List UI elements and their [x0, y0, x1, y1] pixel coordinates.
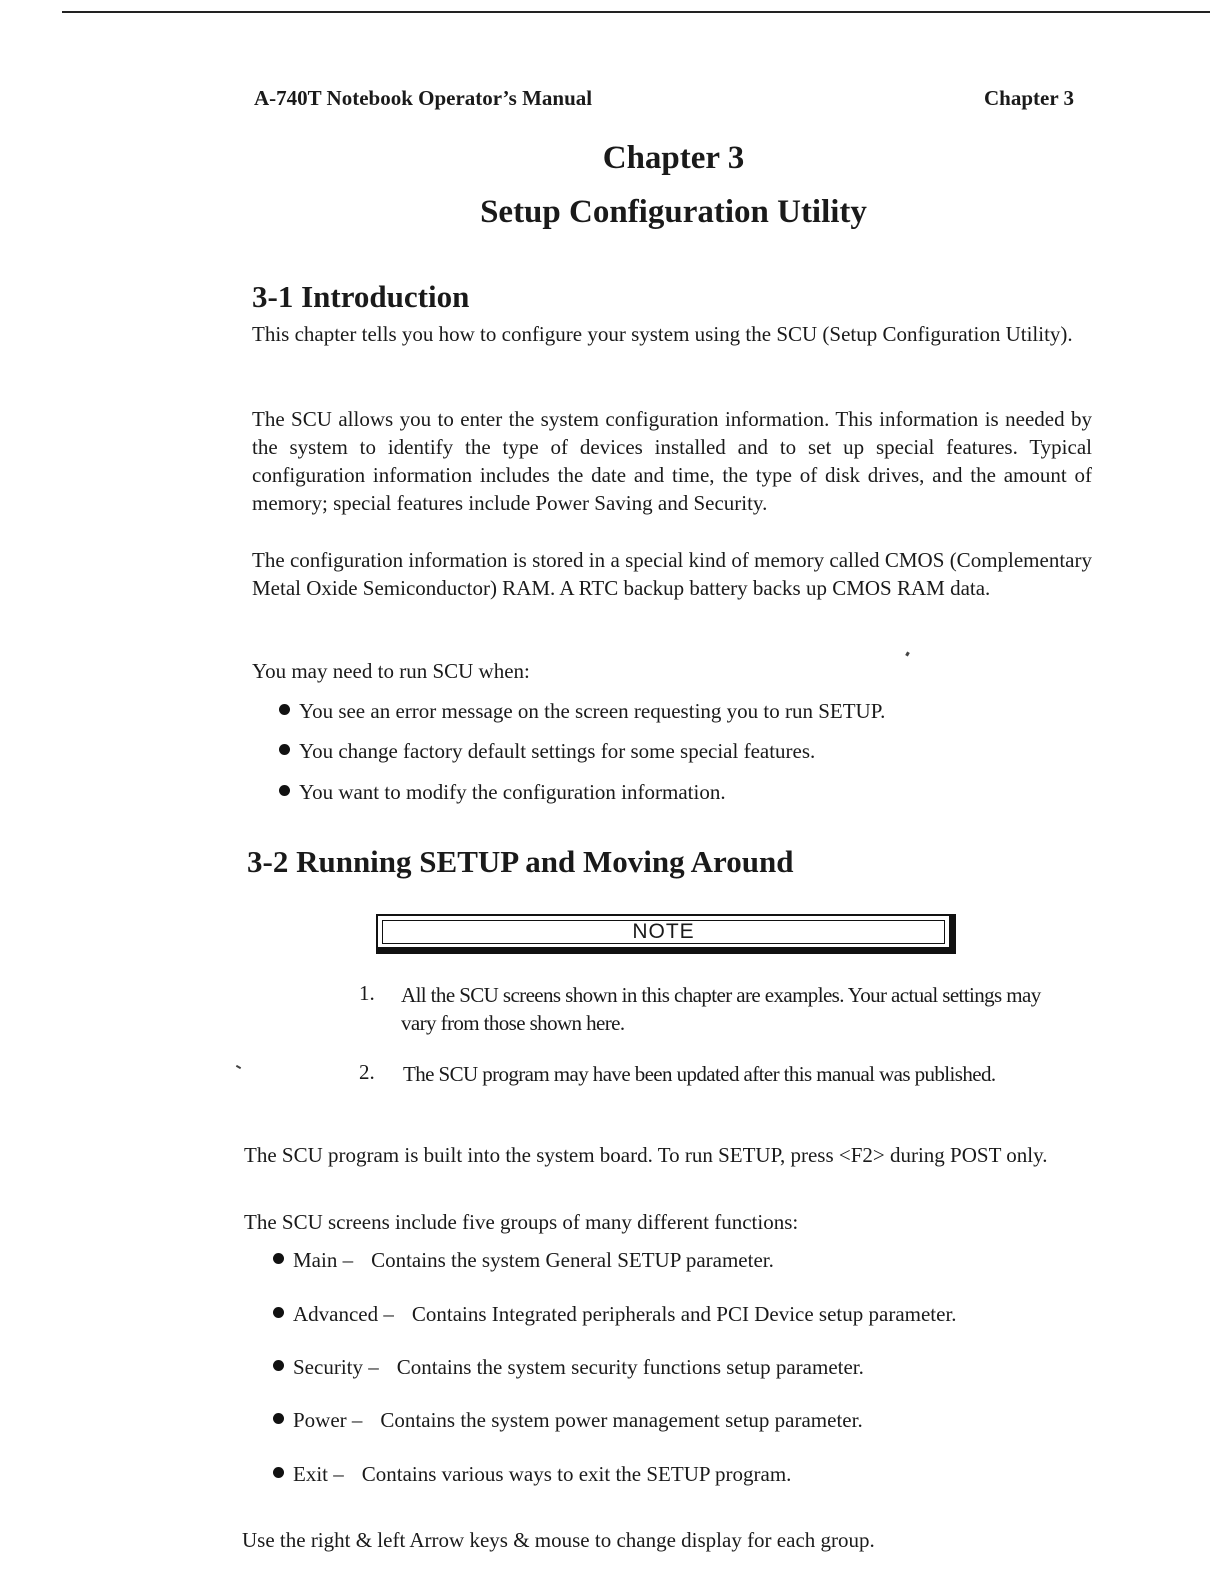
intro-paragraph-1: This chapter tells you how to configure your system using the SCU (Setup Configuration Utility).	[252, 322, 1073, 346]
list-item: Advanced – Contains Integrated peripherals and PCI Device setup parameter.	[273, 1302, 957, 1327]
list-item: Security – Contains the system security functions setup parameter.	[273, 1355, 864, 1380]
running-header-title: A-740T Notebook Operator’s Manual	[254, 86, 593, 110]
section-heading-introduction: 3-1 Introduction	[252, 279, 470, 314]
list-item: Power – Contains the system power management setup parameter.	[273, 1408, 863, 1433]
list-item: You want to modify the configuration information.	[279, 780, 726, 805]
bullet-icon	[279, 744, 290, 755]
list-item: You change factory default settings for some special features.	[279, 739, 815, 764]
setup-paragraph-2: The SCU screens include five groups of many different functions:	[244, 1210, 799, 1234]
scan-speck	[236, 1065, 241, 1069]
setup-paragraph-3: Use the right & left Arrow keys & mouse to change display for each group.	[242, 1528, 875, 1552]
running-header-chapter: Chapter 3	[984, 86, 1075, 110]
bullet-icon	[279, 785, 290, 796]
note-text: The SCU program may have been updated after this manual was published.	[403, 1062, 996, 1086]
list-item: Main – Contains the system General SETUP parameter.	[273, 1248, 774, 1273]
bullet-icon	[273, 1413, 284, 1424]
intro-paragraph-4: You may need to run SCU when:	[252, 659, 530, 683]
chapter-subtitle: Setup Configuration Utility	[480, 194, 867, 230]
note-number: 1.	[359, 981, 375, 1005]
note-box	[376, 914, 956, 954]
scan-speck	[905, 652, 910, 657]
list-item: Exit – Contains various ways to exit the SETUP program.	[273, 1462, 791, 1487]
bullet-icon	[273, 1467, 284, 1478]
intro-paragraph-3: The configuration information is stored in a special kind of memory called CMOS (Complementary Metal Oxide Semiconductor) RAM. A RTC backup battery backs up CMOS RAM data.	[252, 548, 1092, 600]
top-rule	[62, 11, 1210, 13]
intro-paragraph-2: The SCU allows you to enter the system configuration information. This information is needed by the system to identify the type of devices installed and to set up special features. Typical configuration information includes the date and time, the type of disk drives, and the amount of memory; special features include Power Saving and Security.	[252, 407, 1092, 515]
note-label: NOTE	[632, 920, 695, 943]
bullet-icon	[279, 704, 290, 715]
note-text: All the SCU screens shown in this chapter are examples. Your actual settings may vary from those shown here.	[401, 983, 1041, 1035]
note-number: 2.	[359, 1060, 375, 1084]
bullet-icon	[273, 1253, 284, 1264]
list-item: You see an error message on the screen requesting you to run SETUP.	[279, 699, 885, 724]
section-heading-running-setup: 3-2 Running SETUP and Moving Around	[247, 844, 794, 879]
chapter-title: Chapter 3	[602, 140, 745, 176]
bullet-icon	[273, 1307, 284, 1318]
setup-paragraph-1: The SCU program is built into the system board. To run SETUP, press <F2> during POST only.	[244, 1143, 1048, 1167]
bullet-icon	[273, 1360, 284, 1371]
